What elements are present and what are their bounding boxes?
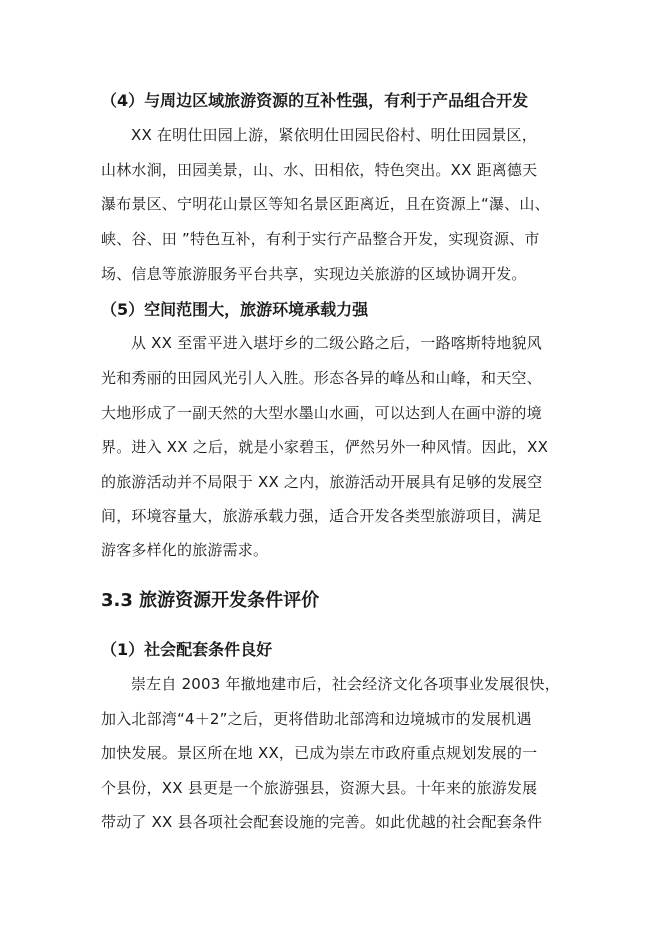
- paragraph-line: 大地形成了一副天然的大型水墨山水画，可以达到人在画中游的境: [101, 404, 542, 422]
- paragraph-line: 崇左自 2003 年撤地建市后，社会经济文化各项事业发展很快，: [131, 675, 560, 693]
- chapter-title: 3.3 旅游资源开发条件评价: [101, 590, 320, 611]
- paragraph-line: 带动了 XX 县各项社会配套设施的完善。如此优越的社会配套条件: [101, 813, 543, 831]
- paragraph-line: 峡、谷、田 ”特色互补，有利于实行产品整合开发，实现资源、市: [101, 230, 540, 248]
- paragraph-line: 瀑布景区、宁明花山景区等知名景区距离近，且在资源上“瀑、山、: [101, 195, 550, 213]
- paragraph-line: 游客多样化的旅游需求。: [101, 541, 269, 559]
- paragraph-line: 场、信息等旅游服务平台共享，实现边关旅游的区域协调开发。: [101, 265, 527, 283]
- paragraph-line: 山林水涧，田园美景，山、水、田相依，特色突出。XX 距离德天: [101, 161, 538, 179]
- section-heading-4: （4）与周边区域旅游资源的互补性强，有利于产品组合开发: [101, 91, 529, 110]
- paragraph-line: XX 在明仕田园上游，紧依明仕田园民俗村、明仕田园景区，: [131, 126, 537, 144]
- paragraph-line: 加入北部湾“4＋2”之后，更将借助北部湾和边境城市的发展机遇: [101, 710, 532, 728]
- paragraph-line: 个县份，XX 县更是一个旅游强县，资源大县。十年来的旅游发展: [101, 779, 538, 797]
- paragraph-line: 间，环境容量大，旅游承载力强，适合开发各类型旅游项目，满足: [101, 507, 542, 525]
- subsection-heading-1: （1）社会配套条件良好: [101, 640, 273, 659]
- paragraph-line: 光和秀丽的田园风光引人入胜。形态各异的峰丛和山峰，和天空、: [101, 369, 542, 387]
- paragraph-line: 界。进入 XX 之后，就是小家碧玉，俨然另外一种风情。因此，XX: [101, 438, 549, 456]
- paragraph-line: 的旅游活动并不局限于 XX 之内，旅游活动开展具有足够的发展空: [101, 473, 543, 491]
- paragraph-line: 加快发展。景区所在地 XX，已成为崇左市政府重点规划发展的一: [101, 744, 538, 762]
- paragraph-line: 从 XX 至雷平进入堪圩乡的二级公路之后，一路喀斯特地貌风: [131, 334, 542, 352]
- section-heading-5: （5）空间范围大，旅游环境承载力强: [101, 300, 369, 319]
